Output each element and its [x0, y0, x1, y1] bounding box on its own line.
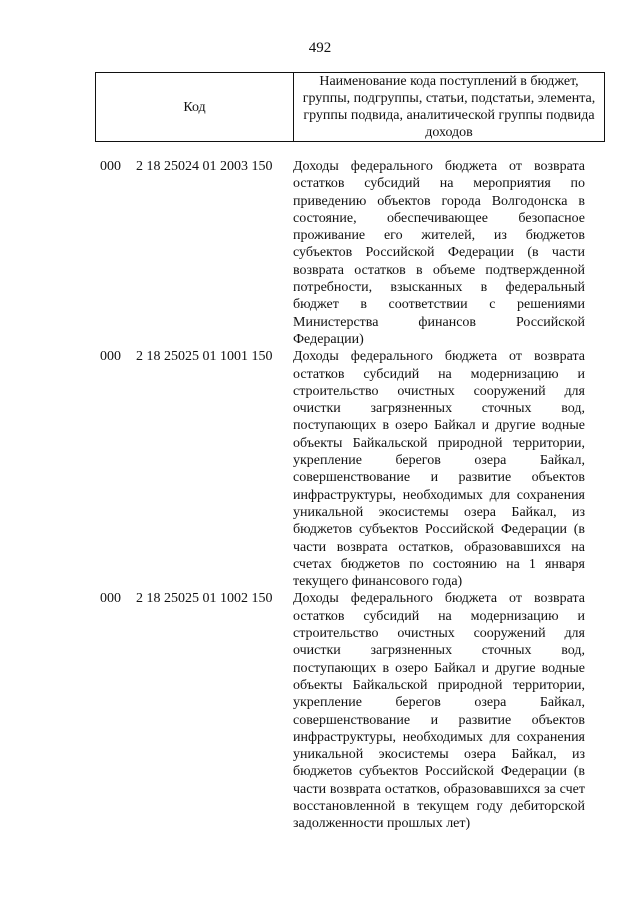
header-code-cell: Код	[96, 73, 294, 142]
list-item	[100, 348, 594, 590]
admin-code: 000	[100, 349, 121, 365]
page-number: 492	[308, 40, 332, 56]
list-item	[100, 158, 594, 348]
header-table	[95, 72, 605, 142]
income-description: Доходы федерального бюджета от возврата остатков субсидий на модернизацию и строительство очистных сооружений для очистки загрязненных сточных вод, поступающих в озеро Байкал и другие водные объекты Байкальской природной территории, укрепление берегов озера Байкал, совершенствование и развитие объектов инфраструктуры, необходимых для сохранения уникальной экосистемы озера Байкал, из бюджетов субъектов Российской Федерации (в части возврата остатков, образовавшихся на счетах бюджетов по состоянию на 1 января текущего финансового года)	[293, 349, 585, 590]
income-code-list	[100, 158, 594, 833]
income-description: Доходы федерального бюджета от возврата остатков субсидий на модернизацию и строительство очистных сооружений для очистки загрязненных сточных вод, поступающих в озеро Байкал и другие водные объекты Байкальской природной территории, укрепление берегов озера Байкал, совершенствование и развитие объектов инфраструктуры, необходимых для сохранения уникальной экосистемы озера Байкал, из бюджетов субъектов Российской Федерации (в части возврата остатков, образовавшихся за счет восстановленной в текущем году дебиторской задолженности прошлых лет)	[293, 591, 585, 832]
list-item	[100, 590, 594, 832]
admin-code: 000	[100, 591, 121, 607]
income-description: Доходы федерального бюджета от возврата остатков субсидий на мероприятия по приведению объектов города Волгодонска в состояние, обеспечивающее безопасное проживание его жителей, из бюджетов субъектов Российской Федерации (в части возврата остатков в объеме подтвержденной потребности, взысканных в федеральный бюджет в соответствии с решениями Министерства финансов Российской Федерации)	[293, 159, 585, 347]
admin-code: 000	[100, 159, 121, 174]
income-code: 2 18 25024 01 2003 150	[136, 159, 273, 174]
header-name-cell: Наименование кода поступлений в бюджет, группы, подгруппы, статьи, подстатьи, элемента, группы подвида, аналитической группы подвида доходов	[294, 73, 605, 142]
income-code: 2 18 25025 01 1001 150	[136, 349, 273, 365]
income-code: 2 18 25025 01 1002 150	[136, 591, 273, 607]
